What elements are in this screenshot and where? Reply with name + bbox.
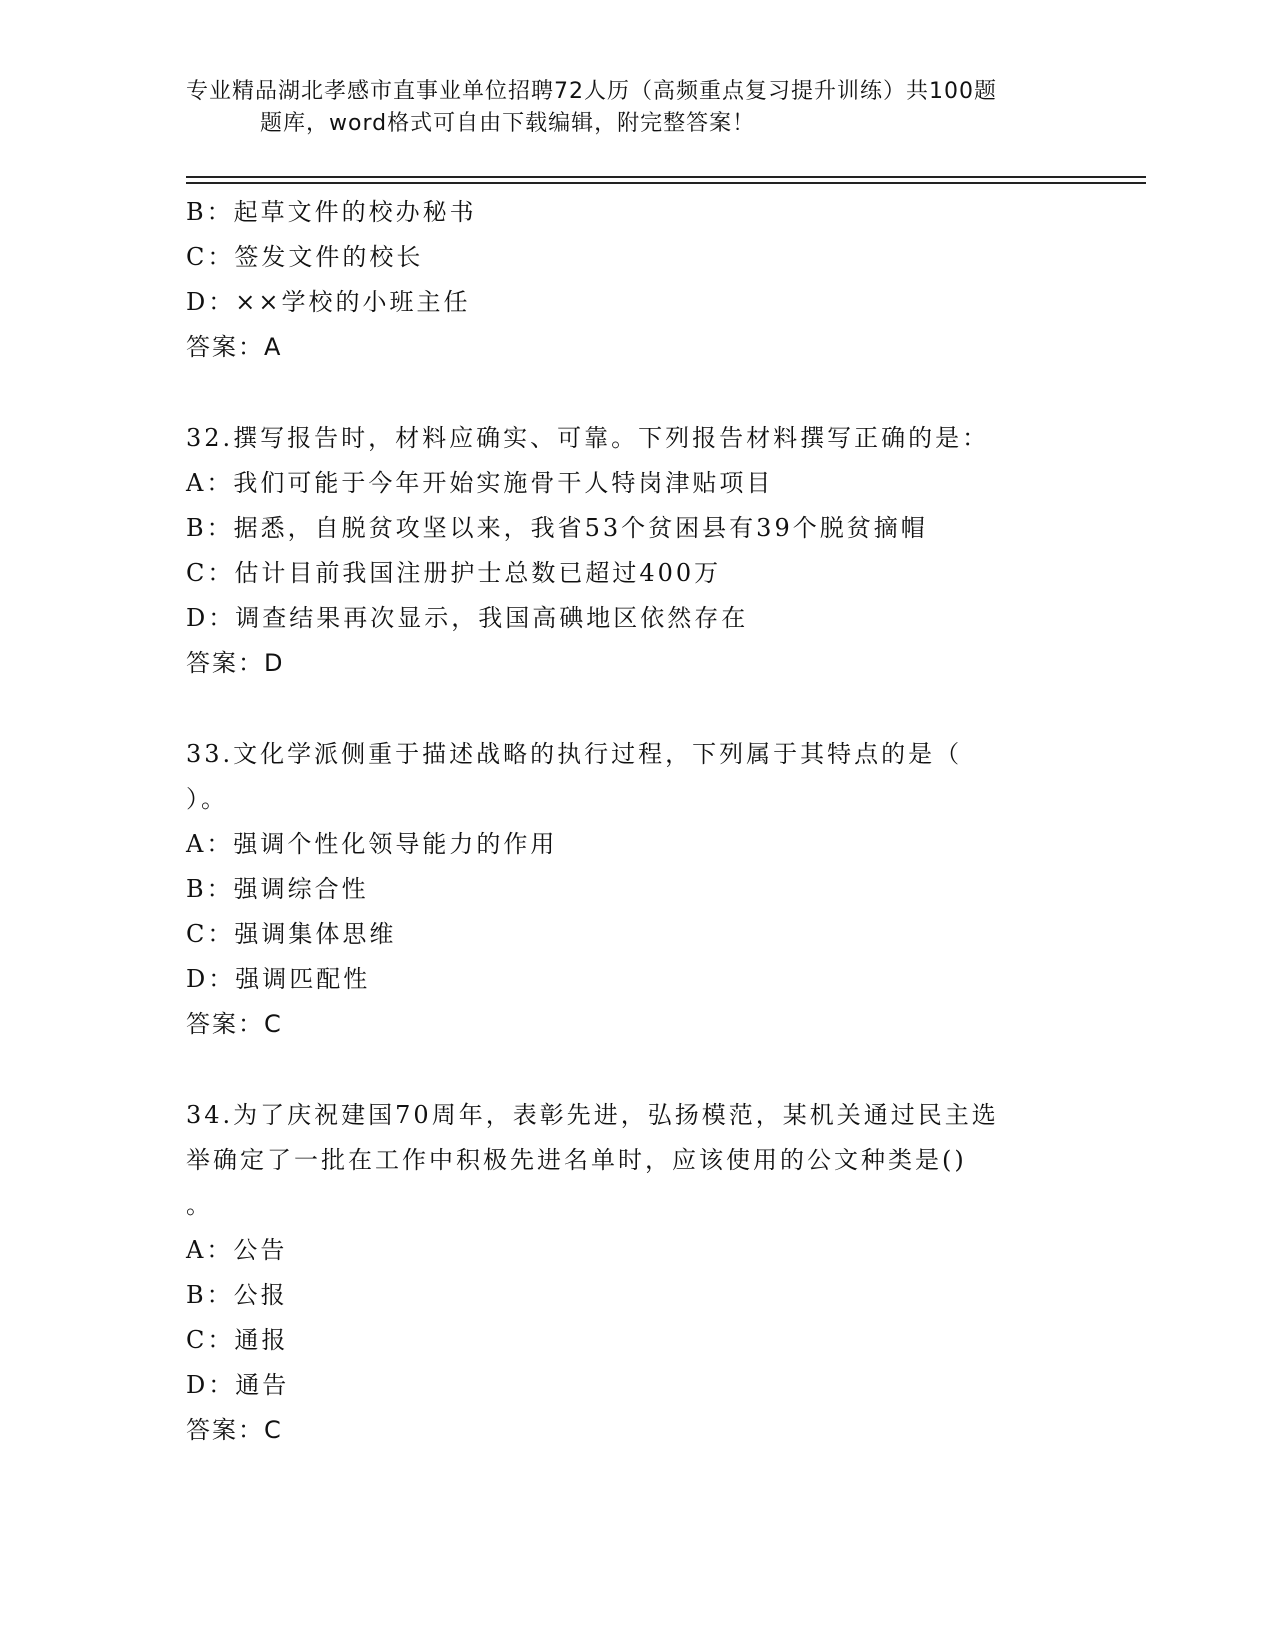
spacer	[186, 370, 1086, 416]
answer: 答案：C	[186, 1416, 283, 1444]
option-c: C：强调集体思维	[186, 920, 397, 948]
answer: 答案：A	[186, 333, 283, 361]
option-d: D：调查结果再次显示，我国高碘地区依然存在	[186, 604, 749, 632]
header-title-line2: 题库，word格式可自由下载编辑，附完整答案！	[260, 111, 756, 136]
option-b: B：起草文件的校办秘书	[186, 198, 477, 226]
answer: 答案：D	[186, 649, 285, 677]
option-a: A：公告	[186, 1236, 288, 1264]
question-text: 32.撰写报告时，材料应确实、可靠。下列报告材料撰写正确的是：	[186, 424, 990, 452]
question-34	[186, 1093, 1086, 1453]
option-a: A：强调个性化领导能力的作用	[186, 830, 558, 858]
answer: 答案：C	[186, 1010, 283, 1038]
document-body	[186, 190, 1086, 1453]
option-a: A：我们可能于今年开始实施骨干人特岗津贴项目	[186, 469, 774, 497]
option-d: D：强调匹配性	[186, 965, 371, 993]
question-text-line3: 。	[186, 1191, 213, 1219]
question-text-line1: 34.为了庆祝建国70周年，表彰先进，弘扬模范，某机关通过民主选	[186, 1101, 999, 1129]
option-d: D：通告	[186, 1371, 290, 1399]
option-c: C：签发文件的校长	[186, 243, 424, 271]
header-divider-bottom	[186, 182, 1146, 184]
question-text-line2: ）。	[186, 785, 228, 813]
question-text-line1: 33.文化学派侧重于描述战略的执行过程，下列属于其特点的是（	[186, 740, 963, 768]
option-b: B：公报	[186, 1281, 288, 1309]
option-c: C：估计目前我国注册护士总数已超过400万	[186, 559, 722, 587]
spacer	[186, 686, 1086, 732]
header-divider-top	[186, 176, 1146, 178]
option-b: B：强调综合性	[186, 875, 369, 903]
option-d: D：××学校的小班主任	[186, 288, 471, 316]
question-31	[186, 190, 1086, 370]
header-title-line1: 专业精品湖北孝感市直事业单位招聘72人历（高频重点复习提升训练）共100题	[186, 79, 997, 104]
question-text-line2: 举确定了一批在工作中积极先进名单时，应该使用的公文种类是()	[186, 1146, 967, 1174]
question-32	[186, 416, 1086, 686]
question-33	[186, 732, 1086, 1047]
spacer	[186, 1047, 1086, 1093]
option-b: B：据悉，自脱贫攻坚以来，我省53个贫困县有39个脱贫摘帽	[186, 514, 928, 542]
document-header	[186, 76, 1086, 140]
option-c: C：通报	[186, 1326, 289, 1354]
